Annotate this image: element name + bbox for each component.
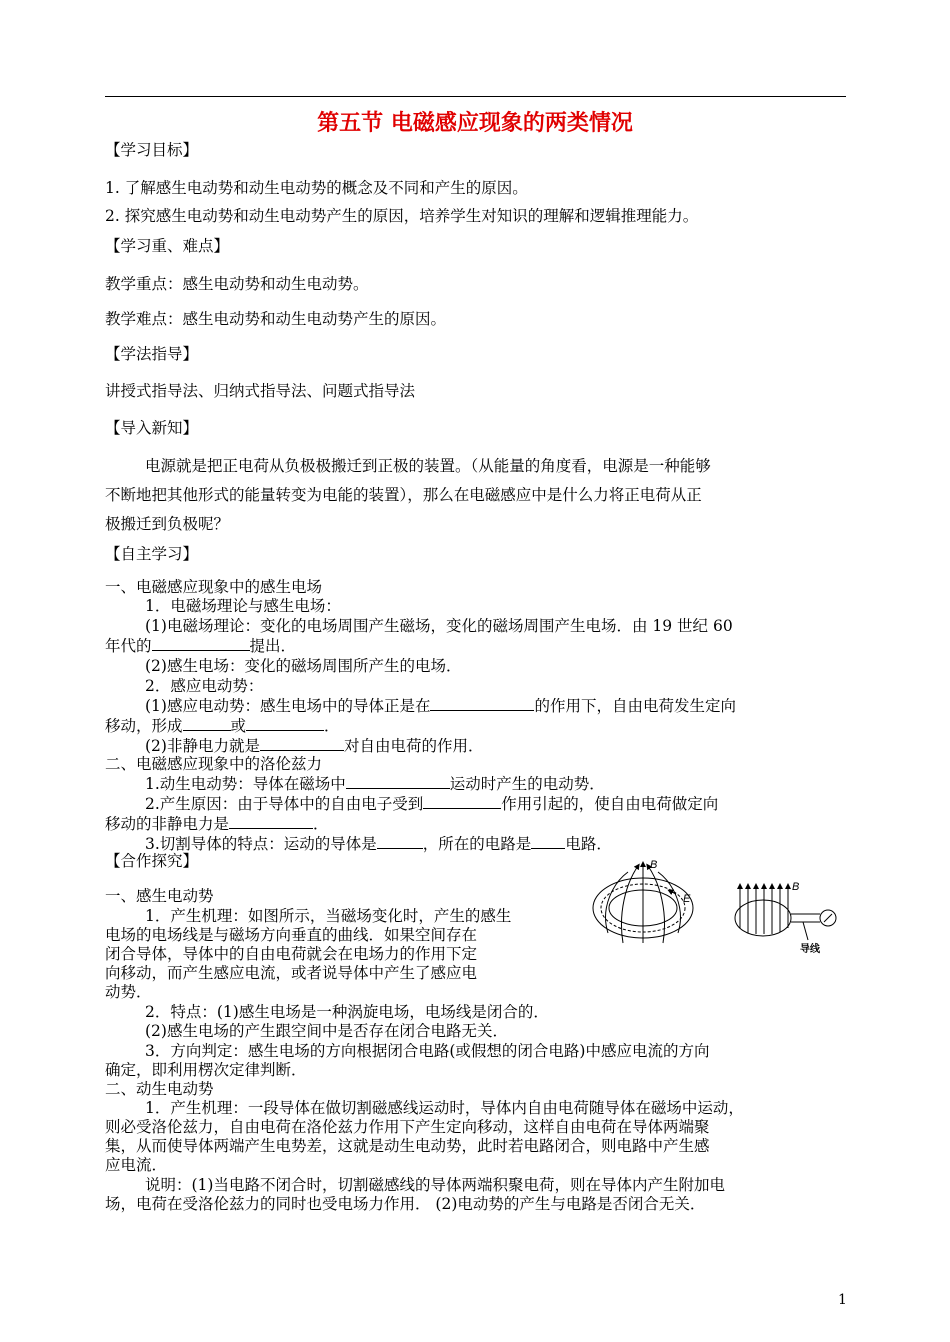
goals-header: 【学习目标】 — [105, 141, 199, 159]
intro-line-3: 极搬迁到负极呢？ — [105, 515, 230, 533]
coil-diagram — [735, 886, 836, 940]
text: (1)感应电动势：感生电场中的导体正是在 — [145, 697, 431, 715]
key-point-2: 教学难点：感生电动势和动生电动势产生的原因。 — [105, 310, 447, 328]
self-1-2a — [145, 696, 736, 716]
field-line — [658, 872, 680, 933]
self-1-2b — [105, 716, 340, 736]
coop-section-1: 一、感生电动势 — [105, 887, 214, 905]
ring-diagram — [593, 864, 693, 943]
self-2-3 — [145, 834, 612, 854]
text: 或 — [230, 717, 247, 735]
coop-2-1b: 则必受洛伦兹力，自由电荷在洛伦兹力作用下产生定向移动，这样自由电荷在导体两端聚 — [105, 1118, 710, 1136]
self-1-2: 2．感应电动势： — [145, 677, 264, 695]
self-2-2b — [105, 814, 329, 834]
self-2-1 — [145, 774, 605, 794]
goal-1: 1. 了解感生电动势和动生电动势的概念及不同和产生的原因。 — [105, 179, 528, 197]
page-number: 1 — [838, 1292, 847, 1308]
fill-blank[interactable] — [346, 774, 450, 789]
wire — [791, 914, 820, 922]
fill-blank[interactable] — [246, 716, 324, 731]
text: ，所在的电路是 — [422, 835, 532, 853]
text: 移动的非静电力是 — [105, 815, 230, 833]
text: 作用引起的，使自由电荷做定向 — [501, 795, 719, 813]
galvanometer-needle — [824, 914, 832, 922]
text: 运动时产生的电动势． — [449, 775, 605, 793]
fill-blank[interactable] — [183, 716, 231, 731]
text: 对自由电荷的作用． — [343, 737, 484, 755]
goal-2: 2. 探究感生电动势和动生电动势产生的原因，培养学生对知识的理解和逻辑推理能力。 — [105, 207, 699, 225]
intro-line-2: 不断地把其他形式的能量转变为电能的装置），那么在电磁感应中是什么力将正电荷从正 — [105, 486, 702, 504]
induction-figure — [588, 858, 853, 976]
text: 1.动生电动势：导体在磁场中 — [145, 775, 346, 793]
text: 移动，形成 — [105, 717, 183, 735]
coop-1-1e: 动势． — [105, 983, 152, 1001]
method-header: 【学法指导】 — [105, 345, 199, 363]
coop-2-1d: 应电流． — [105, 1156, 168, 1174]
self-section-1: 一、电磁感应现象中的感生电场 — [105, 578, 323, 596]
method-text: 讲授式指导法、归纳式指导法、问题式指导法 — [105, 382, 416, 400]
coop-2-2a: 说明：(1)当电路不闭合时，切割磁感线的导体两端积聚电荷，则在导体内产生附加电 — [145, 1176, 725, 1194]
coop-header: 【合作探究】 — [105, 852, 199, 870]
text: ． — [313, 815, 329, 833]
fill-blank[interactable] — [430, 696, 534, 711]
coop-2-2b: 场，电荷在受洛伦兹力的同时也受电场力作用． (2)电动势的产生与电路是否闭合无关． — [105, 1195, 706, 1213]
label-b: B — [650, 859, 658, 871]
text: 电路． — [565, 835, 612, 853]
text: 年代的 — [105, 637, 152, 655]
self-1-1a: (1)电磁场理论：变化的电场周围产生磁场，变化的磁场周围产生电场．由 19 世纪 60 — [145, 617, 733, 635]
key-point-1: 教学重点：感生电动势和动生电动势。 — [105, 275, 369, 293]
self-1-1b — [105, 636, 296, 656]
intro-header: 【导入新知】 — [105, 419, 199, 437]
fill-blank[interactable] — [152, 636, 250, 651]
self-1-1: 1．电磁场理论与感生电场： — [145, 597, 341, 615]
coop-1-2b: (2)感生电场的产生跟空间中是否存在闭合电路无关． — [145, 1022, 508, 1040]
wire-pointer — [803, 922, 808, 940]
label-wire: 导线 — [800, 944, 820, 955]
page-title: 第五节 电磁感应现象的两类情况 — [317, 111, 633, 136]
coop-1-3b: 确定，即利用楞次定律判断． — [105, 1061, 307, 1079]
text: (2)非静电力就是 — [145, 737, 260, 755]
label-b: B — [792, 881, 800, 893]
text: 3.切割导体的特点：运动的导体是 — [145, 835, 377, 853]
coil — [735, 900, 791, 936]
label-e: E — [683, 893, 691, 905]
self-section-2: 二、电磁感应现象中的洛伦兹力 — [105, 755, 323, 773]
field-line — [606, 872, 628, 933]
text: 的作用下，自由电荷发生定向 — [534, 697, 736, 715]
coop-1-1a: 1．产生机理：如图所示，当磁场变化时，产生的感生 — [145, 907, 512, 925]
coop-section-2: 二、动生电动势 — [105, 1080, 214, 1098]
self-1-2c — [145, 736, 483, 756]
coop-2-1c: 集，从而使导体两端产生电势差，这就是动生电动势，此时若电路闭合，则电路中产生感 — [105, 1137, 710, 1155]
fill-blank[interactable] — [229, 814, 313, 829]
header-rule — [105, 96, 846, 97]
intro-line-1: 电源就是把正电荷从负极极搬迁到正极的装置。（从能量的角度看，电源是一种能够 — [145, 457, 711, 475]
coop-1-1b: 电场的电场线是与磁场方向垂直的曲线．如果空间存在 — [105, 926, 478, 944]
coop-1-1d: 向移动，而产生感应电流，或者说导体中产生了感应电 — [105, 964, 478, 982]
fill-blank[interactable] — [531, 834, 565, 849]
text: 提出． — [249, 637, 297, 655]
self-study-header: 【自主学习】 — [105, 545, 199, 563]
fill-blank[interactable] — [260, 736, 344, 751]
coop-2-1a: 1．产生机理：一段导体在做切割磁感线运动时，导体内自由电荷随导体在磁场中运动， — [145, 1099, 744, 1117]
fill-blank[interactable] — [423, 794, 501, 809]
self-1-1c: (2)感生电场：变化的磁场周围所产生的电场． — [145, 657, 462, 675]
self-2-2 — [145, 794, 718, 814]
coop-1-2: 2．特点：(1)感生电场是一种涡旋电场，电场线是闭合的． — [145, 1003, 549, 1021]
coop-1-3a: 3．方向判定：感生电场的方向根据闭合电路(或假想的闭合电路)中感应电流的方向 — [145, 1042, 710, 1060]
text: 2.产生原因：由于导体中的自由电子受到 — [145, 795, 424, 813]
fill-blank[interactable] — [377, 834, 423, 849]
coop-1-1c: 闭合导体，导体中的自由电荷就会在电场力的作用下定 — [105, 945, 478, 963]
text: ． — [324, 717, 340, 735]
key-header: 【学习重、难点】 — [105, 237, 230, 255]
